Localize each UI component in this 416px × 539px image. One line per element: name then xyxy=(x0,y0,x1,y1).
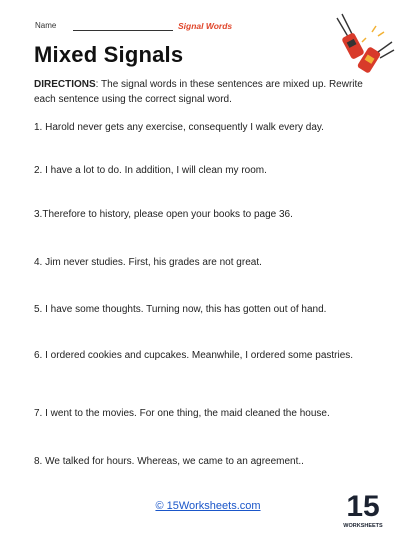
question-5: 5. I have some thoughts. Turning now, this has gotten out of hand. xyxy=(34,304,327,315)
worksheet-tag: Signal Words xyxy=(178,21,233,31)
directions-label: DIRECTIONS xyxy=(34,79,96,90)
15worksheets-logo xyxy=(342,486,384,530)
name-label: Name xyxy=(35,21,57,30)
car-bottom-icon xyxy=(357,42,394,74)
logo-number: 15 xyxy=(346,490,380,523)
directions xyxy=(34,77,364,107)
copyright-link[interactable]: © 15Worksheets.com xyxy=(155,500,261,512)
question-3: 3.Therefore to history, please open your books to page 36. xyxy=(34,209,293,220)
car-crash-illustration xyxy=(332,12,396,82)
directions-text: : The signal words in these sentences are mixed up. Rewrite each sentence using the correct signal word. xyxy=(34,79,363,105)
question-7: 7. I went to the movies. For one thing, the maid cleaned the house. xyxy=(34,408,330,419)
page-title: Mixed Signals xyxy=(34,42,184,67)
question-2: 2. I have a lot to do. In addition, I will clean my room. xyxy=(34,165,267,176)
car-top-icon xyxy=(337,14,365,60)
logo-subtitle: WORKSHEETS xyxy=(343,523,383,529)
question-8: 8. We talked for hours. Whereas, we came to an agreement.. xyxy=(34,456,304,467)
impact-lines-icon xyxy=(362,26,384,42)
question-1: 1. Harold never gets any exercise, consequently I walk every day. xyxy=(34,122,324,133)
question-4: 4. Jim never studies. First, his grades are not great. xyxy=(34,257,262,268)
question-6: 6. I ordered cookies and cupcakes. Meanwhile, I ordered some pastries. xyxy=(34,350,354,361)
name-line xyxy=(73,30,173,31)
